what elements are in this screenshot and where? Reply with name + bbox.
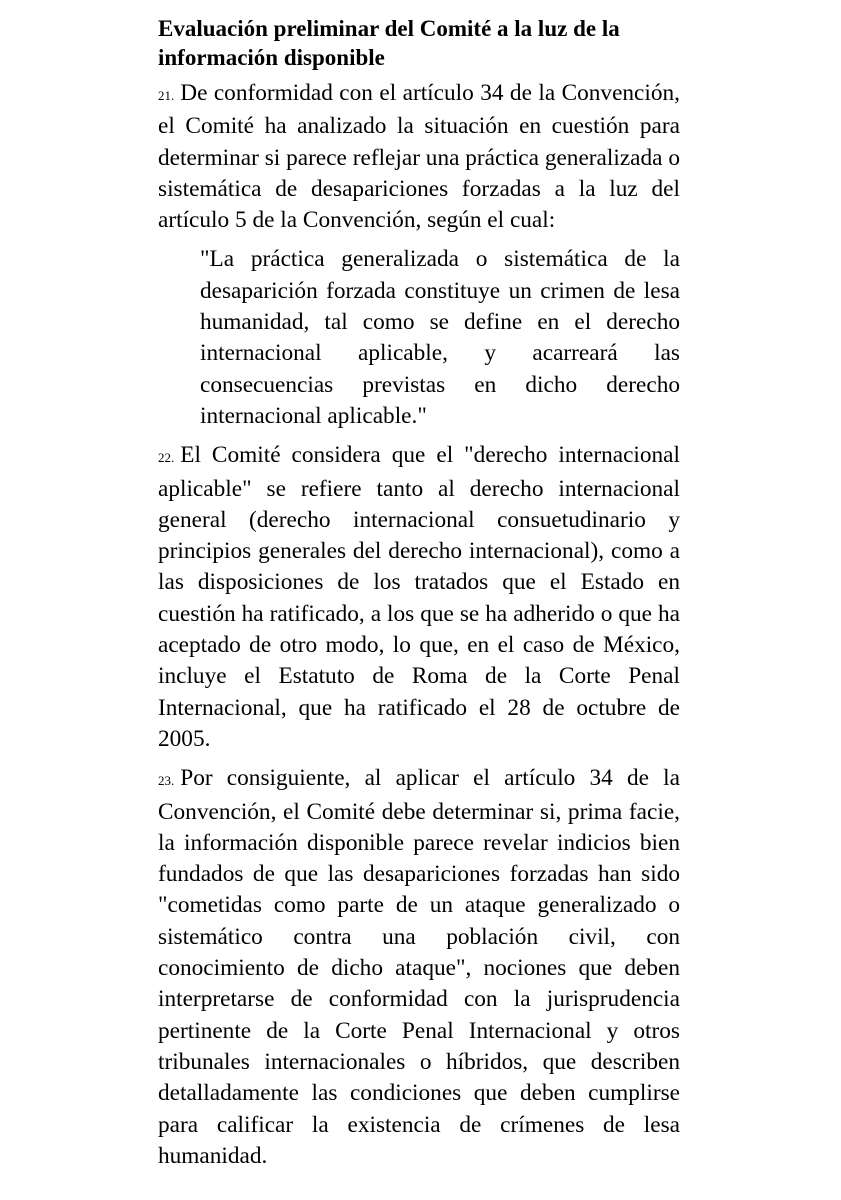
paragraph-number: 21. xyxy=(158,88,175,103)
paragraph-number: 23. xyxy=(158,773,175,789)
block-quote: "La práctica generalizada o sistemática de la desaparición forzada constituye un crimen de lesa humanidad, tal como se define en el derecho internacional aplicable, y acarreará las consecuencias previstas en dicho derecho internacional aplicable." xyxy=(200,246,680,429)
paragraph-23 xyxy=(158,763,680,1172)
paragraph-text: Por consiguiente, al aplicar el artículo 34 de la Convención, el Comité debe determinar si, prima facie, la información disponible parece revelar indicios bien fundados de que las desapariciones forzadas han sido "cometidas como parte de un ataque generalizado o sistemático contra una población civil, con conocimiento de dicho ataque", nociones que deben interpretarse de conformidad con la jurisprudencia pertinente de la Corte Penal Internacional y otros tribunales internacionales o híbridos, que describen detalladamente las condiciones que deben cumplirse para calificar la existencia de crímenes de lesa humanidad. xyxy=(158,765,680,1169)
section-heading: Evaluación preliminar del Comité a la luz de la información disponible xyxy=(158,16,620,70)
paragraph-text: El Comité considera que el "derecho internacional aplicable" se refiere tanto al derecho internacional general (derecho internacional consuetudinario y principios generales del derecho internacional), como a las disposiciones de los tratados que el Estado en cuestión ha ratificado, a los que se ha adherido o que ha aceptado de otro modo, lo que, en el caso de México, incluye el Estatuto de Roma de la Corte Penal Internacional, que ha ratificado el 28 de octubre de 2005. xyxy=(158,442,680,752)
paragraph-21 xyxy=(158,78,680,236)
document-page xyxy=(158,14,680,1180)
paragraph-22 xyxy=(158,440,680,755)
paragraph-text: De conformidad con el artículo 34 de la Convención, el Comité ha analizado la situación en cuestión para determinar si parece reflejar una práctica generalizada o sistemática de desapariciones forzadas a la luz del artículo 5 de la Convención, según el cual: xyxy=(158,80,680,234)
paragraph-number: 22. xyxy=(158,450,175,466)
